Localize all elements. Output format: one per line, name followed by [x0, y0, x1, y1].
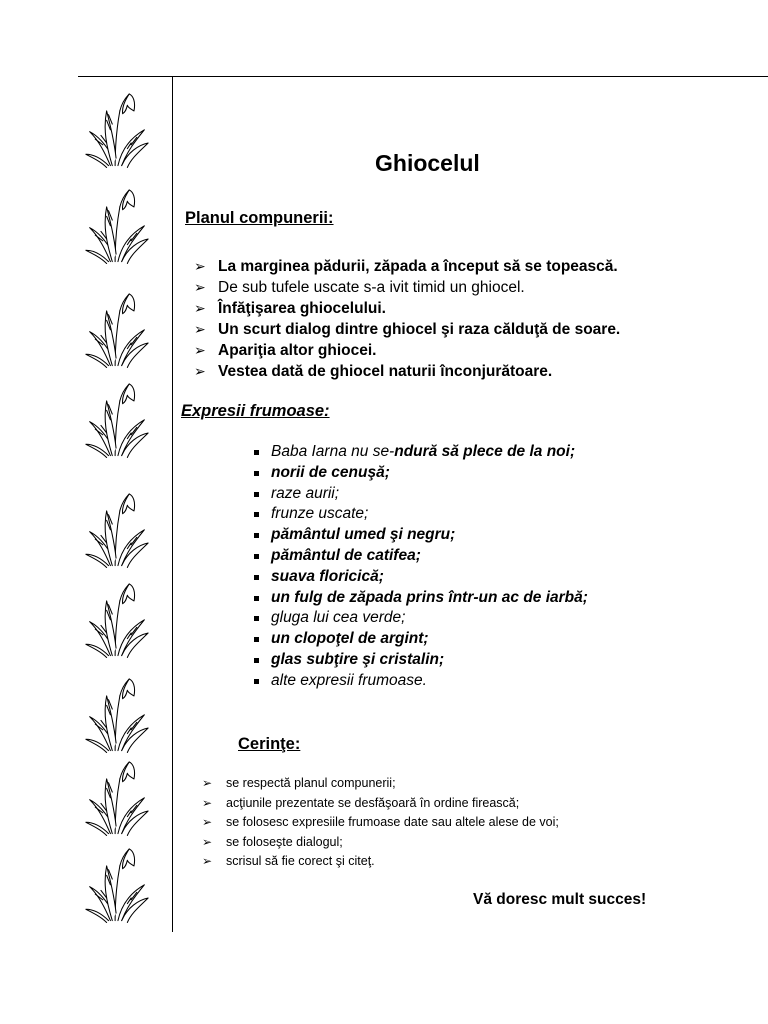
snowdrop-flower-icon	[84, 176, 150, 268]
square-bullet-icon	[254, 596, 259, 601]
snowdrop-flower-icon	[84, 570, 150, 662]
arrow-bullet-icon: ➢	[202, 776, 213, 790]
square-bullet-icon	[254, 637, 259, 642]
arrow-bullet-icon: ➢	[194, 342, 206, 358]
square-bullet-icon	[254, 616, 259, 621]
plan-item-text: Înfăţişarea ghiocelului.	[218, 300, 386, 317]
requirement-item	[202, 852, 559, 872]
arrow-bullet-icon: ➢	[194, 258, 206, 274]
plan-item-text: Vestea dată de ghiocel naturii înconjurătoare.	[218, 363, 553, 380]
snowdrop-flower-icon	[84, 835, 150, 927]
square-bullet-icon	[254, 658, 259, 663]
page-title: Ghiocelul	[375, 150, 480, 176]
plan-item	[194, 361, 620, 382]
expression-item	[254, 608, 588, 629]
expression-text-bold: pământul umed şi negru;	[271, 526, 456, 544]
square-bullet-icon	[254, 533, 259, 538]
expression-item	[254, 525, 588, 546]
square-bullet-icon	[254, 679, 259, 684]
expression-text-bold: pământul de catifea;	[271, 546, 421, 564]
requirement-item	[202, 813, 559, 833]
expression-text: gluga lui cea verde;	[271, 609, 406, 627]
arrow-bullet-icon: ➢	[202, 834, 213, 849]
arrow-bullet-icon: ➢	[194, 279, 206, 295]
requirement-text: scrisul să fie corect şi citeţ.	[226, 854, 375, 868]
expression-item	[254, 442, 588, 463]
plan-item	[194, 256, 620, 277]
square-bullet-icon	[254, 554, 259, 559]
expression-item	[254, 504, 588, 525]
requirement-item	[202, 833, 559, 853]
closing-message: Vă doresc mult succes!	[473, 891, 647, 908]
side-rule	[172, 76, 173, 932]
expression-text: frunze uscate;	[271, 505, 369, 523]
expression-item	[254, 650, 588, 671]
expression-item	[254, 484, 588, 505]
snowdrop-flower-icon	[84, 665, 150, 757]
expression-text-bold: ndură să plece de la noi;	[394, 443, 576, 460]
plan-item-text: De sub tufele uscate s-a ivit timid un ghiocel.	[218, 279, 525, 296]
snowdrop-flower-icon	[84, 280, 150, 372]
snowdrop-flower-icon	[84, 370, 150, 462]
expression-text-bold: norii de cenuşă;	[271, 463, 390, 481]
plan-list	[194, 256, 620, 382]
square-bullet-icon	[254, 492, 259, 497]
requirement-text: se respectă planul compunerii;	[226, 776, 396, 790]
plan-item	[194, 277, 620, 298]
expression-item	[254, 567, 588, 588]
arrow-bullet-icon: ➢	[202, 854, 213, 868]
expression-text-bold: suava floricică;	[271, 567, 384, 585]
requirement-item	[202, 774, 559, 794]
requirements-list	[202, 774, 559, 872]
plan-item	[194, 319, 620, 340]
plan-heading: Planul compunerii:	[185, 209, 334, 227]
expression-text-bold: un fulg de zăpada prins într-un ac de iarbă;	[271, 588, 588, 606]
snowdrop-border	[80, 80, 160, 930]
expression-text: Baba Iarna nu se-	[271, 443, 395, 460]
arrow-bullet-icon: ➢	[202, 795, 213, 810]
snowdrop-flower-icon	[84, 748, 150, 840]
expression-item	[254, 588, 588, 609]
plan-item	[194, 340, 620, 361]
expression-item	[254, 546, 588, 567]
arrow-bullet-icon: ➢	[194, 300, 206, 316]
requirement-text: acţiunile prezentate se desfăşoară în ordine firească;	[226, 795, 520, 810]
requirement-item	[202, 794, 559, 814]
requirements-heading: Cerinţe:	[238, 735, 301, 753]
plan-item-text: Un scurt dialog dintre ghiocel şi raza călduţă de soare.	[218, 321, 621, 338]
expression-item	[254, 671, 588, 692]
square-bullet-icon	[254, 471, 259, 476]
arrow-bullet-icon: ➢	[194, 321, 206, 337]
expression-item	[254, 463, 588, 484]
expression-text-bold: un clopoţel de argint;	[271, 630, 429, 648]
snowdrop-flower-icon	[84, 480, 150, 572]
plan-item	[194, 298, 620, 319]
plan-item-text: Apariţia altor ghiocei.	[218, 342, 377, 359]
expression-text: alte expresii frumoase.	[271, 671, 427, 689]
plan-item-text: La marginea pădurii, zăpada a început să se topească.	[218, 258, 618, 275]
arrow-bullet-icon: ➢	[202, 815, 213, 829]
expression-text-bold: glas subţire şi cristalin;	[271, 650, 445, 668]
square-bullet-icon	[254, 450, 259, 455]
arrow-bullet-icon: ➢	[194, 363, 206, 379]
expression-text: raze aurii;	[271, 484, 340, 502]
top-rule	[78, 76, 768, 77]
square-bullet-icon	[254, 575, 259, 580]
expressions-heading: Expresii frumoase:	[181, 402, 330, 420]
expression-item	[254, 629, 588, 650]
requirement-text: se foloseşte dialogul;	[226, 834, 343, 849]
square-bullet-icon	[254, 512, 259, 517]
requirement-text: se folosesc expresiile frumoase date sau altele alese de voi;	[226, 815, 559, 829]
snowdrop-flower-icon	[84, 80, 150, 172]
expressions-list	[254, 442, 588, 692]
